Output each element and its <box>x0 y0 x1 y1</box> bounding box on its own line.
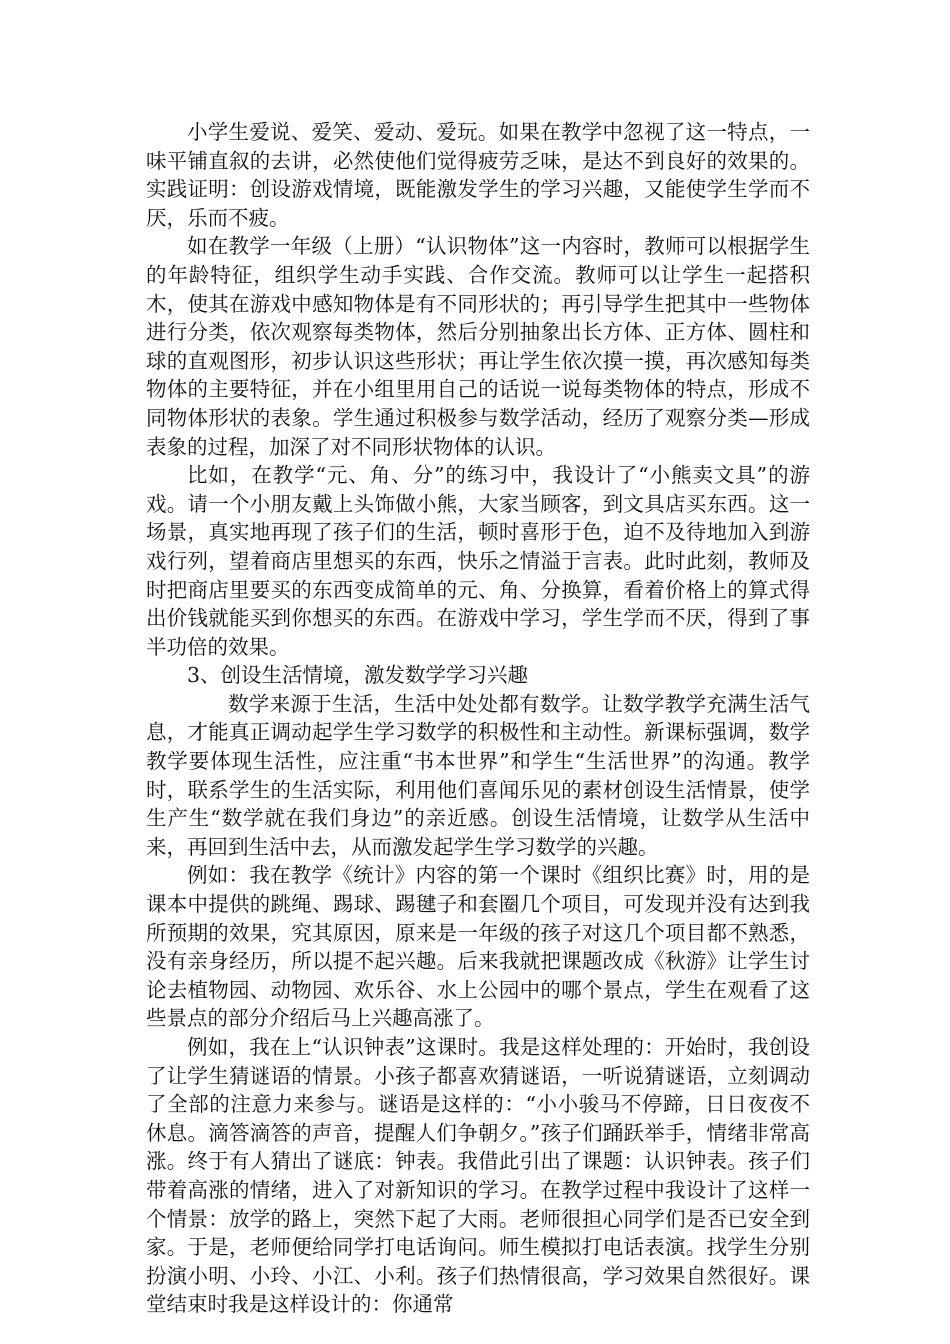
document-body <box>146 118 810 1319</box>
paragraph-3: 比如，在教学“元、角、分”的练习中，我设计了“小熊卖文具”的游戏。请一个小朋友戴上头饰做小熊，大家当顾客，到文具店买东西。这一场景，真实地再现了孩子们的生活，顿时喜形于色，迫不及待地加入到游戏行列，望着商店里想买的东西，快乐之情溢于言表。此时此刻，教师及时把商店里要买的东西变成简单的元、角、分换算，看着价格上的算式得出价钱就能买到你想买的东西。在游戏中学习，学生学而不厌，得到了事半功倍的效果。 <box>146 463 810 659</box>
section-heading: 3、创设生活情境，激发数学学习兴趣 <box>187 663 529 688</box>
paragraph-1: 小学生爱说、爱笑、爱动、爱玩。如果在教学中忽视了这一特点，一味平铺直叙的去讲，必然使他们觉得疲劳乏味，是达不到良好的效果的。实践证明：创设游戏情境，既能激发学生的学习兴趣，又能使学生学而不厌，乐而不疲。 <box>146 120 810 230</box>
paragraph-5: 例如：我在教学《统计》内容的第一个课时《组织比赛》时，用的是课本中提供的跳绳、踢球、踢毽子和套圈几个项目，可发现并没有达到我所预期的效果，究其原因，原来是一年级的孩子对这几个项目都不熟悉，没有亲身经历，所以提不起兴趣。后来我就把课题改成《秋游》让学生讨论去植物园、动物园、欢乐谷、水上公园中的哪个景点，学生在观看了这些景点的部分介绍后马上兴趣高涨了。 <box>146 863 810 1031</box>
paragraph-2: 如在教学一年级（上册）“认识物体”这一内容时，教师可以根据学生的年龄特征，组织学生动手实践、合作交流。教师可以让学生一起搭积木，使其在游戏中感知物体是有不同形状的；再引导学生把其中一些物体进行分类，依次观察每类物体，然后分别抽象出长方体、正方体、圆柱和球的直观图形，初步认识这些形状；再让学生依次摸一摸，再次感知每类物体的主要特征，并在小组里用自己的话说一说每类物体的特点，形成不同物体形状的表象。学生通过积极参与数学活动，经历了观察分类—形成表象的过程，加深了对不同形状物体的认识。 <box>146 234 810 459</box>
paragraph-4: 数学来源于生活，生活中处处都有数学。让数学教学充满生活气息，才能真正调动起学生学习数学的积极性和主动性。新课标强调，数学教学要体现生活性，应注重“书本世界”和学生“生活世界”的沟通。教学时，联系学生的生活实际，利用他们喜闻乐见的素材创设生活情景，使学生产生“数学就在我们身边”的亲近感。创设生活情境，让数学从生活中来，再回到生活中去，从而激发起学生学习数学的兴趣。 <box>146 691 810 859</box>
paragraph-6: 例如，我在上“认识钟表”这课时。我是这样处理的：开始时，我创设了让学生猜谜语的情景。小孩子都喜欢猜谜语，一听说猜谜语，立刻调动了全部的注意力来参与。谜语是这样的：“小小骏马不停蹄，日日夜夜不休息。滴答滴答的声音，提醒人们争朝夕。”孩子们踊跃举手，情绪非常高涨。终于有人猜出了谜底：钟表。我借此引出了课题：认识钟表。孩子们带着高涨的情绪，进入了对新知识的学习。在教学过程中我设计了这样一个情景：放学的路上，突然下起了大雨。老师很担心同学们是否已安全到家。于是，老师便给同学打电话询问。师生模拟打电话表演。找学生分别扮演小明、小玲、小江、小利。孩子们热情很高，学习效果自然很好。课堂结束时我是这样设计的：你通常 <box>146 1035 810 1317</box>
